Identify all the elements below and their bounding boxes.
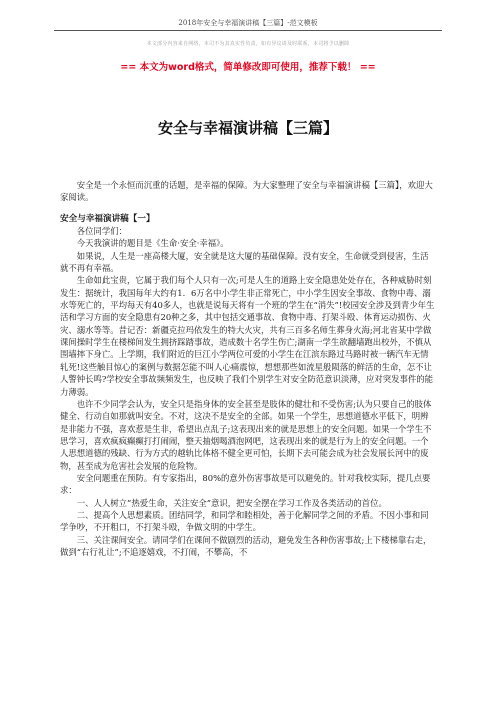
intro-paragraph: 安全是一个永恒而沉重的话题，是幸福的保障。为大家整理了安全与幸福演讲稿【三篇】，欢迎大家阅读。 [60, 180, 433, 203]
body-paragraph: 安全问题重在预防。有专家指出，80%的意外伤害事故是可以避免的。针对我校实际，提几点要求： [60, 472, 431, 496]
body-paragraph: 一、人人树立”热爱生命，关注安全”意识，把安全摆在学习工作及各类活动的首位。 [76, 497, 387, 508]
body-paragraph: 也许不少同学会认为，安全只是指身体的安全甚至是肢体的健壮和不受伤害;认为只要自己的肢体健全、行动自如那就叫安全。不对，这决不是安全的全部。如果一个学生，思想道德水平低下，明辨是非能力不强，喜欢惹是生非，希望出点乱子;这表现出来的就是思想上的安全问题。如果一个学生不思学习，喜欢疯疯癫癫打打闹闹，整天抽烟喝酒泡网吧，这表现出来的就是行为上的安全问题。一个人思想道德的残缺、行为方式的越轨比体格不健全更可怕，长期下去可能会成为社会发展长河中的废物，甚至成为危害社会发展的危险物。 [60, 398, 432, 471]
body-paragraph: 三、关注课间安全。请同学们在课间不做剧烈的活动，避免发生各种伤害事故;上下楼梯靠右走，做到“右行礼让”;不追逐嬉戏，不打闹，不攀高，不 [60, 534, 432, 557]
body-paragraph: 今天我演讲的题目是《生命·安全·幸福》。 [76, 238, 229, 249]
body-paragraph: 二、提高个人思想素质。团结同学，和同学和睦相处，善于化解同学之间的矛盾。不因小事和同学争吵，不开粗口，不打架斗殴，争做文明的中学生。 [60, 509, 429, 533]
header-divider [54, 30, 442, 31]
document-title: 安全与幸福演讲稿【三篇】 [157, 119, 338, 137]
body-paragraph: 各位同学们： [76, 226, 128, 237]
page-header: 2018年安全与幸福演讲稿【三篇】-范文模板 [178, 19, 318, 27]
section-heading: 安全与幸福演讲稿【一】 [60, 213, 155, 224]
body-paragraph: 如果说，人生是一座高楼大厦，安全就是这大厦的基础保障。没有安全，生命就受到侵害，生活就不再有幸福。 [60, 250, 429, 274]
body-paragraph: 生命如此宝贵，它属于我们每个人只有一次;可是人生的道路上安全隐患处处存在，各种威胁时刻发生：据统计，我国每年大约有1．6万名中小学生非正常死亡，中小学生因安全事故、食物中毒、溺水等死亡的，平均每天有40多人，也就是说每天将有一个班的学生在“消失”!校园安全涉及到青少年生活和学习方面的安全隐患有20种之多，其中包括交通事故、食物中毒、打架斗殴、体育运动损伤、火灾、溺水等等。昔记否：新疆克拉玛依发生的特大火灾，共有三百多名师生葬身火海;河北省某中学做课间操时学生在楼梯间发生拥挤踩踏事故，造成数十名学生伤亡;湖南一学生欲翻墙跑出校外，不慎从围墙摔下身亡。上学期，我们附近的巨江小学两位可爱的小学生在江滨东路过马路时被一辆汽车无情轧死!这些触目惊心的案例与数据怎能不叫人心痛震惊，想想那些如流星般陨落的鲜活的生命，怎不让人警钟长鸣?学校安全事故频频发生，也反映了我们个别学生对安全防范意识淡薄，应对突发事件的能力薄弱。 [60, 275, 435, 397]
document-body [60, 179, 436, 558]
disclaimer-text: 本文部分内容来自网络，本司不为其真实性负责，如有异议请及时联系，本司将予以删除 [146, 41, 350, 47]
download-banner: == 本文为word格式，简单修改即可使用，推荐下载！ == [120, 62, 376, 73]
